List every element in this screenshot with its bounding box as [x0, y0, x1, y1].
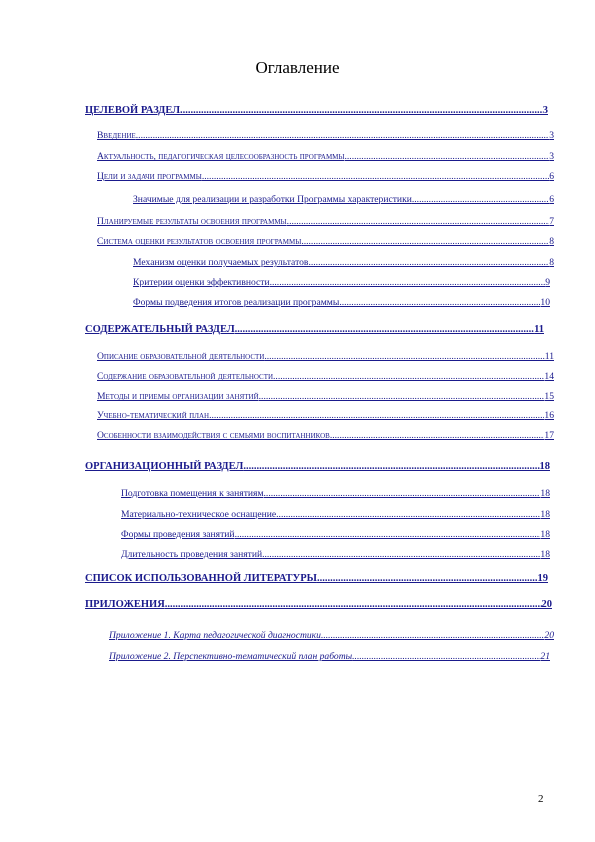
toc-entry-goals[interactable]: [97, 171, 554, 183]
toc-page-number: 18: [539, 461, 550, 472]
dot-leader: [235, 529, 541, 541]
toc-page-number: 18: [540, 529, 550, 540]
toc-entry-efficiency-criteria[interactable]: [133, 277, 550, 289]
toc-entry-room-preparation[interactable]: [121, 488, 550, 500]
dot-leader: [270, 277, 546, 289]
toc-page-number: 3: [549, 151, 554, 162]
dot-leader: [276, 509, 540, 521]
toc-entry-curriculum[interactable]: [97, 410, 554, 422]
toc-entry-label: Критерии оценки эффективности: [133, 277, 270, 288]
toc-entry-label: Введение: [97, 130, 136, 141]
toc-entry-appendix-1[interactable]: [109, 630, 554, 642]
toc-entry-label: Учебно-тематический план: [97, 410, 210, 421]
toc-entry-label: СОДЕРЖАТЕЛЬНЫЙ РАЗДЕЛ: [85, 324, 235, 335]
dot-leader: [301, 236, 549, 248]
toc-page-number: 20: [544, 630, 554, 641]
toc-entry-appendices[interactable]: [85, 598, 552, 611]
dot-leader: [352, 651, 540, 663]
dot-leader: [308, 257, 549, 269]
toc-page-number: 11: [544, 351, 554, 362]
toc-entry-equipment[interactable]: [121, 509, 550, 521]
toc-entry-characteristics[interactable]: [133, 194, 554, 206]
toc-entry-label: Цели и задачи программы: [97, 171, 202, 182]
toc-page-number: 21: [540, 651, 550, 662]
dot-leader: [317, 572, 538, 585]
toc-page-number: 3: [542, 105, 548, 116]
toc-entry-label: Описание образовательной деятельности: [97, 351, 265, 362]
toc-entry-label: ПРИЛОЖЕНИЯ: [85, 599, 165, 610]
toc-page-number: 3: [549, 130, 554, 141]
toc-entry-label: Механизм оценки получаемых результатов: [133, 257, 309, 268]
toc-entry-label: Методы и приемы организации занятий: [97, 391, 259, 402]
toc-page-number: 16: [544, 410, 554, 421]
toc-entry-label: Система оценки результатов освоения программы: [97, 236, 302, 247]
dot-leader: [243, 460, 539, 473]
toc-page-number: 9: [545, 277, 550, 288]
toc-entry-target-section[interactable]: [85, 104, 548, 117]
toc-page-number: 18: [540, 509, 550, 520]
toc-entry-relevance[interactable]: [97, 151, 554, 163]
toc-entry-lesson-duration[interactable]: [121, 549, 550, 561]
toc-page-number: 6: [549, 194, 554, 205]
dot-leader: [321, 630, 544, 642]
toc-page-number: 19: [537, 573, 548, 584]
toc-entry-label: Формы проведения занятий: [121, 529, 235, 540]
toc-entry-label: Актуальность, педагогическая целесообразность программы: [97, 151, 345, 162]
toc-page-number: 8: [549, 236, 554, 247]
toc-entry-label: Подготовка помещения к занятиям: [121, 488, 264, 499]
dot-leader: [287, 216, 550, 228]
toc-entry-label: Содержание образовательной деятельности: [97, 371, 274, 382]
dot-leader: [264, 488, 541, 500]
toc-page-number: 7: [549, 216, 554, 227]
toc-page-number: 6: [549, 171, 554, 182]
toc-page-number: 14: [544, 371, 554, 382]
toc-page-number: 8: [549, 257, 554, 268]
dot-leader: [259, 391, 545, 403]
dot-leader: [412, 194, 549, 206]
dot-leader: [264, 351, 544, 363]
toc-entry-references[interactable]: [85, 572, 548, 585]
toc-entry-content-section[interactable]: [85, 323, 544, 336]
dot-leader: [330, 430, 545, 442]
toc-entry-methods[interactable]: [97, 391, 554, 403]
dot-leader: [273, 371, 544, 383]
toc-page-number: 15: [544, 391, 554, 402]
dot-leader: [180, 104, 543, 117]
toc-entry-label: Значимые для реализации и разработки Программы характеристики: [133, 194, 412, 205]
toc-entry-appendix-2[interactable]: [109, 651, 550, 663]
toc-page-number: 10: [540, 297, 550, 308]
toc-entry-label: СПИСОК ИСПОЛЬЗОВАННОЙ ЛИТЕРАТУРЫ: [85, 573, 317, 584]
toc-entry-introduction[interactable]: [97, 130, 554, 142]
toc-entry-family-interaction[interactable]: [97, 430, 554, 442]
toc-page-number: 17: [544, 430, 554, 441]
dot-leader: [235, 323, 534, 336]
toc-entry-evaluation-mechanism[interactable]: [133, 257, 554, 269]
toc-page-number: 20: [541, 599, 552, 610]
dot-leader: [262, 549, 540, 561]
toc-entry-activity-content[interactable]: [97, 371, 554, 383]
dot-leader: [209, 410, 544, 422]
toc-page-number: 18: [540, 488, 550, 499]
toc-entry-label: Приложение 1. Карта педагогической диагностики: [109, 630, 321, 641]
toc-entry-label: Материально-техническое оснащение: [121, 509, 277, 520]
toc-entry-label: Длительность проведения занятий: [121, 549, 263, 560]
toc-entry-label: Формы подведения итогов реализации программы: [133, 297, 340, 308]
toc-entry-evaluation-system[interactable]: [97, 236, 554, 248]
page-title: Оглавление: [255, 58, 340, 77]
dot-leader: [345, 151, 550, 163]
toc-entry-summary-forms[interactable]: [133, 297, 550, 309]
toc-entry-label: Приложение 2. Перспективно-тематический план работы: [109, 651, 353, 662]
toc-page-number: 18: [540, 549, 550, 560]
toc-entry-label: Планируемые результаты освоения программы: [97, 216, 287, 227]
toc-entry-lesson-forms[interactable]: [121, 529, 550, 541]
toc-entry-activity-description[interactable]: [97, 351, 554, 363]
toc-page-number: 11: [534, 324, 544, 335]
toc-entry-label: ОРГАНИЗАЦИОННЫЙ РАЗДЕЛ: [85, 461, 244, 472]
toc-entry-planned-results[interactable]: [97, 216, 554, 228]
toc-entry-organizational-section[interactable]: [85, 460, 550, 473]
dot-leader: [136, 130, 549, 142]
dot-leader: [165, 598, 542, 611]
toc-entry-label: Особенности взаимодействия с семьями воспитанников: [97, 430, 330, 441]
dot-leader: [202, 171, 549, 183]
toc-entry-label: ЦЕЛЕВОЙ РАЗДЕЛ: [85, 105, 181, 116]
page-number: 2: [538, 793, 544, 805]
dot-leader: [339, 297, 540, 309]
